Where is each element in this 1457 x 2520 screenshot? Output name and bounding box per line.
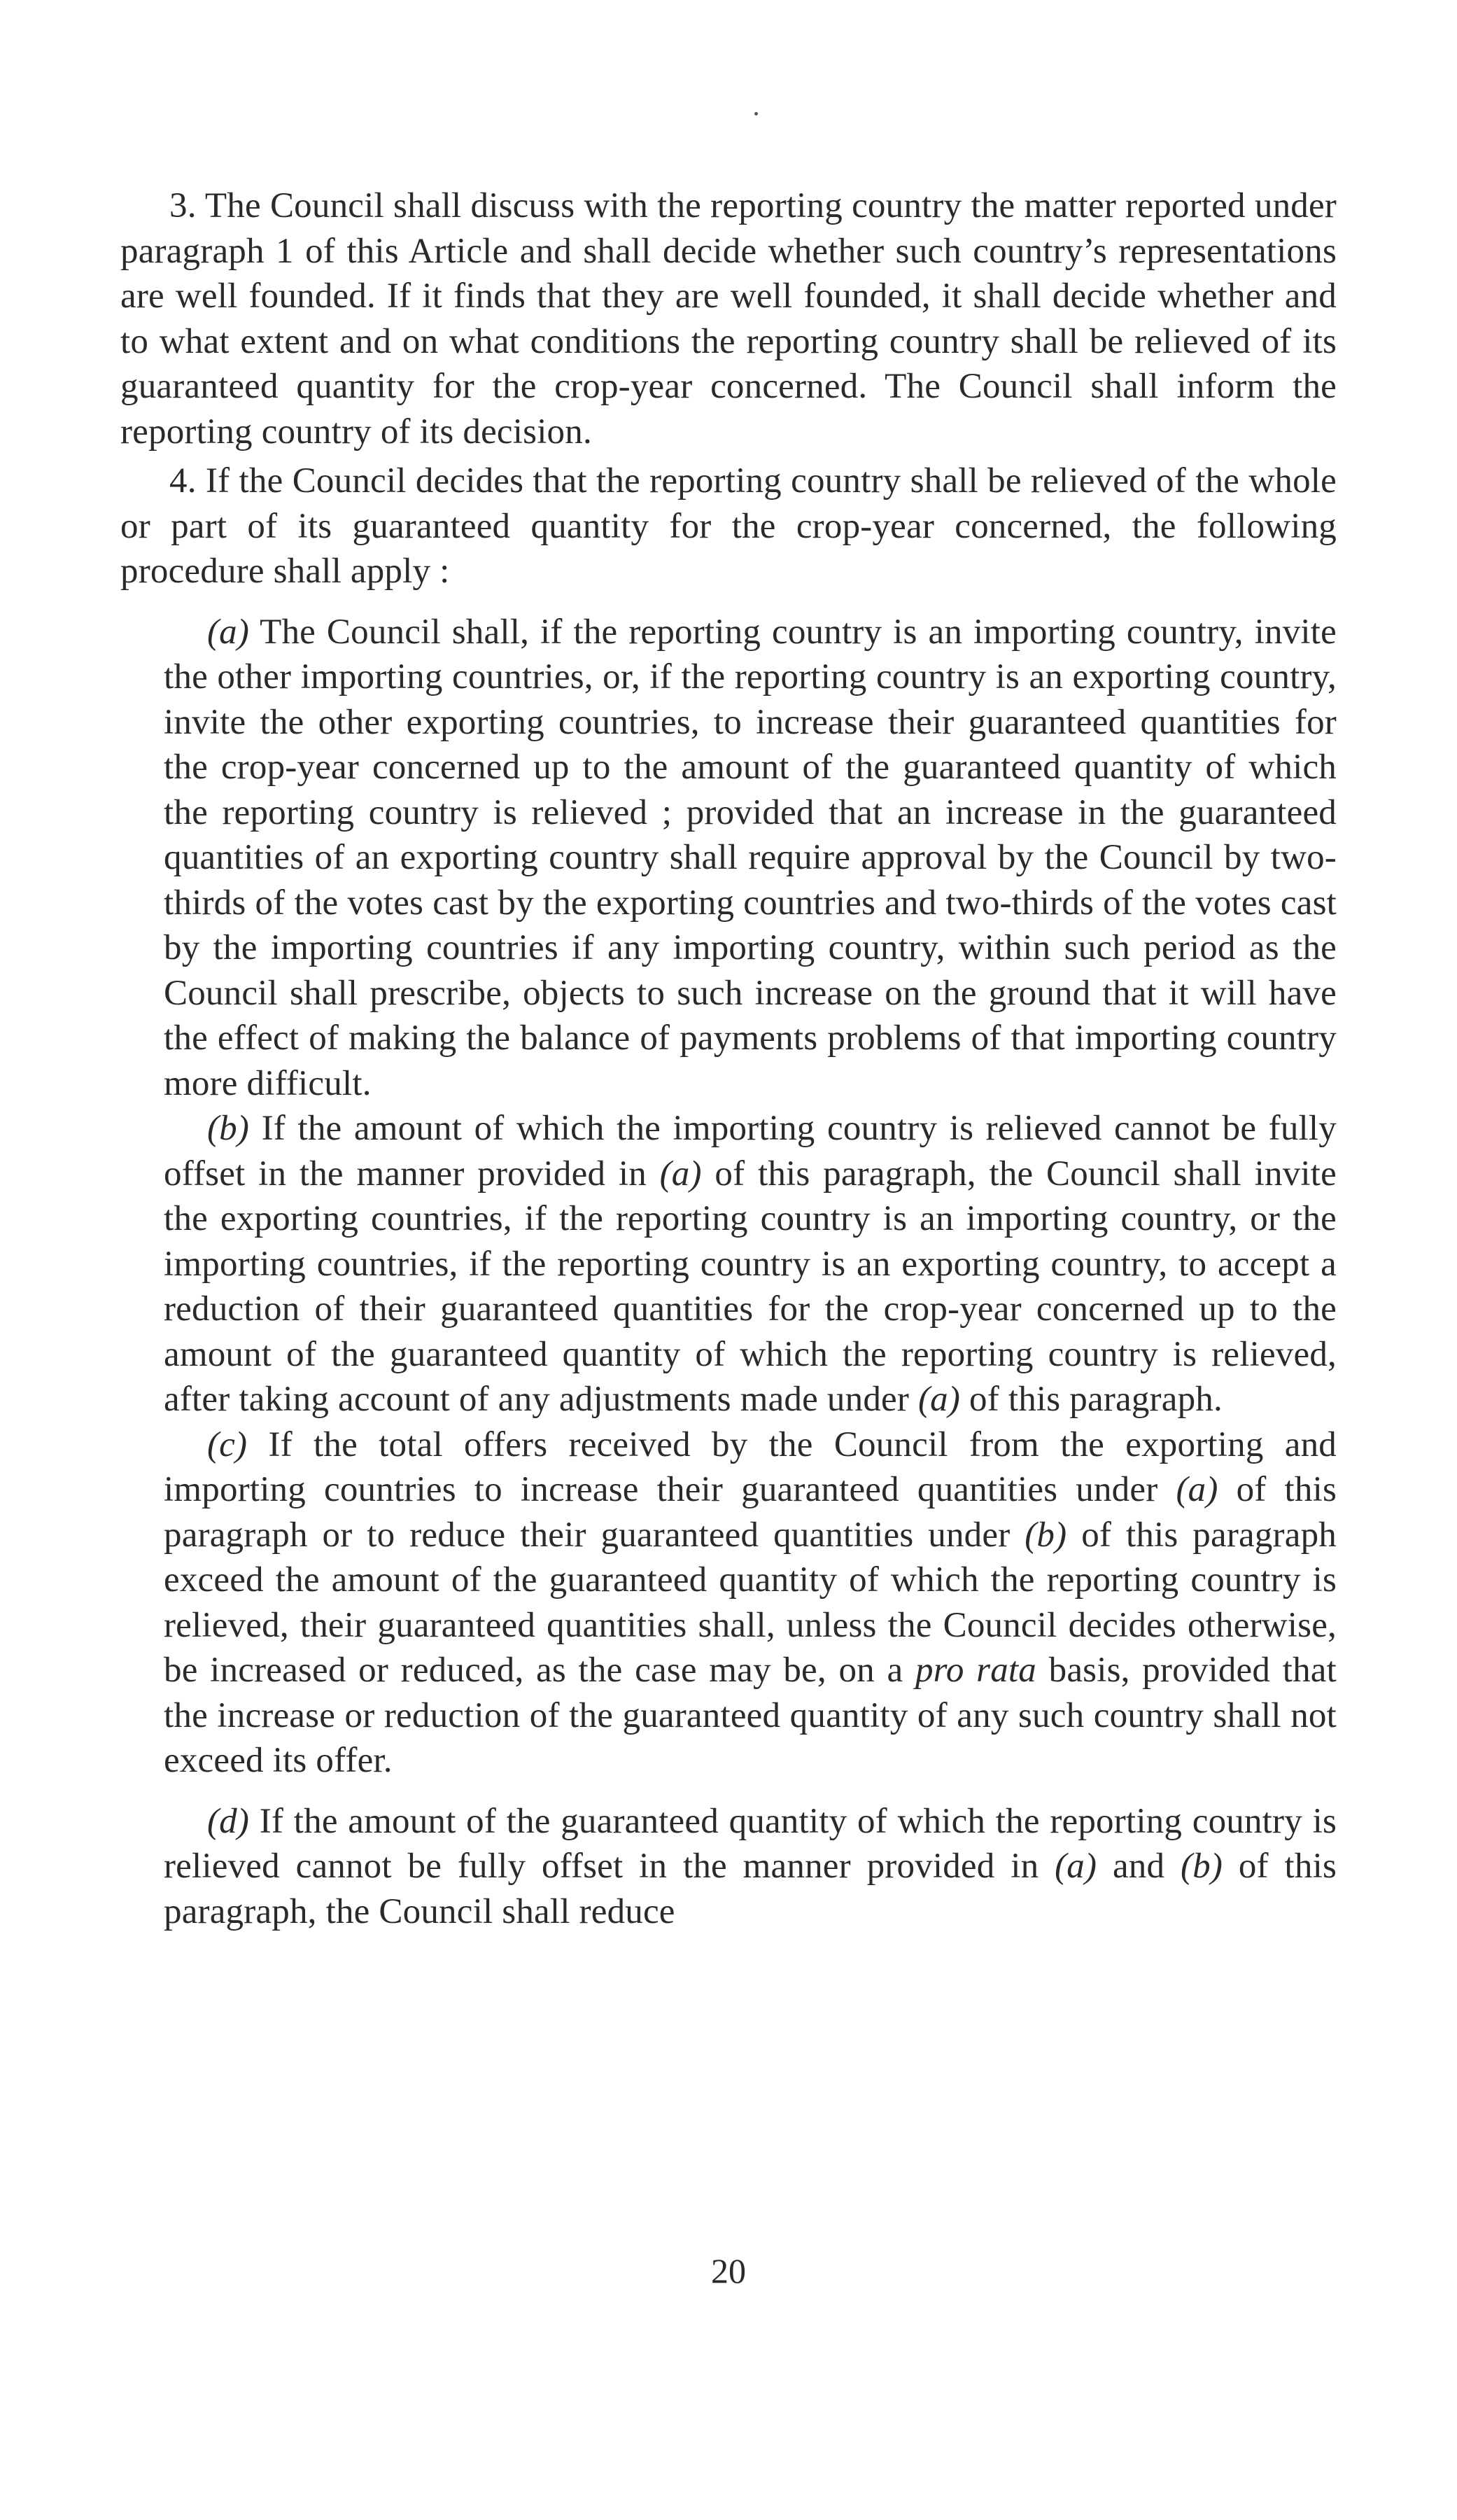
subparagraph-a <box>120 610 1337 1107</box>
subparagraph-b-ref-1: (a) <box>659 1154 702 1194</box>
subparagraph-a-label: (a) <box>207 612 250 652</box>
subparagraph-d-ref-2: (b) <box>1180 1847 1223 1886</box>
subparagraph-b <box>120 1106 1337 1422</box>
subparagraph-d <box>120 1799 1337 1935</box>
subparagraph-b-ref-2: (a) <box>918 1380 961 1419</box>
subparagraph-c <box>120 1422 1337 1784</box>
subparagraph-b-label: (b) <box>207 1109 250 1148</box>
subparagraph-d-text-2: and <box>1097 1847 1181 1886</box>
subparagraph-d-label: (d) <box>207 1801 250 1841</box>
subparagraph-c-pro-rata: pro rata <box>915 1651 1036 1690</box>
page-number: 20 <box>711 2251 746 2290</box>
subparagraph-d-text-3: of this paragraph, the Council shall reduce <box>164 1847 1337 1931</box>
subparagraph-c-text-4: basis, provided that the increase or reduction of the guaranteed quantity of any such country shall not exceed its offer. <box>164 1651 1337 1780</box>
subparagraph-d-text-1: If the amount of the guaranteed quantity of which the reporting country is relieved cannot be fully offset in the manner provided in <box>164 1801 1337 1886</box>
subparagraph-c-text-1: If the total offers received by the Council from the exporting and importing countries to increase their guaranteed quantities under <box>164 1424 1337 1509</box>
paragraph-4: 4. If the Council decides that the reporting country shall be relieved of the whole or part of its guaranteed quantity for the crop-year concerned, the following procedure shall apply : <box>120 461 1337 591</box>
subparagraph-a-text: The Council shall, if the reporting country is an importing country, invite the other importing countries, or, if the reporting country is an exporting country, invite the other exporting countries, to increase their guaranteed quantities for the crop-year concerned up to the amount of the guaranteed quantity of which the reporting country is relieved ; provided that an increase in the guaranteed quantities of an exporting country shall require approval by the Council by two-thirds of the votes cast by the exporting countries and two-thirds of the votes cast by the importing countries if any importing country, within such period as the Council shall prescribe, objects to such increase on the ground that it will have the effect of making the balance of payments problems of that importing country more difficult. <box>164 612 1337 1103</box>
subparagraph-c-text-3: of this paragraph exceed the amount of the guaranteed quantity of which the reporting country is relieved, their guaranteed quantities shall, unless the Council decides otherwise, be increased or reduced, as the case may be, on a <box>164 1515 1337 1690</box>
article-body <box>120 183 1337 1934</box>
paragraph-3: 3. The Council shall discuss with the reporting country the matter reported under paragraph 1 of this Article and shall decide whether such country’s representations are well founded. If it finds that they are well founded, it shall decide whether and to what extent and on what conditions the reporting country shall be relieved of its guaranteed quantity for the crop-year concerned. The Council shall inform the reporting country of its decision. <box>120 186 1337 451</box>
subparagraph-d-ref-1: (a) <box>1055 1847 1097 1886</box>
subparagraph-b-text-1: If the amount of which the importing country is relieved cannot be fully offset in the manner provided in <box>164 1109 1337 1194</box>
print-speck <box>754 112 758 115</box>
subparagraph-b-text-3: of this paragraph. <box>960 1380 1223 1419</box>
subparagraph-c-ref-1: (a) <box>1176 1470 1218 1509</box>
subparagraph-c-text-2: of this paragraph or to reduce their guaranteed quantities under <box>164 1470 1337 1555</box>
subparagraph-c-label: (c) <box>207 1424 248 1464</box>
subparagraph-c-ref-2: (b) <box>1025 1515 1067 1555</box>
subparagraph-b-text-2: of this paragraph, the Council shall invite the exporting countries, if the reporting country is an importing country, or the importing countries, if the reporting country is an exporting country, to accept a reduction of their guaranteed quantities for the crop-year concerned up to the amount of the guaranteed quantity of which the reporting country is relieved, after taking account of any adjustments made under <box>164 1154 1337 1419</box>
